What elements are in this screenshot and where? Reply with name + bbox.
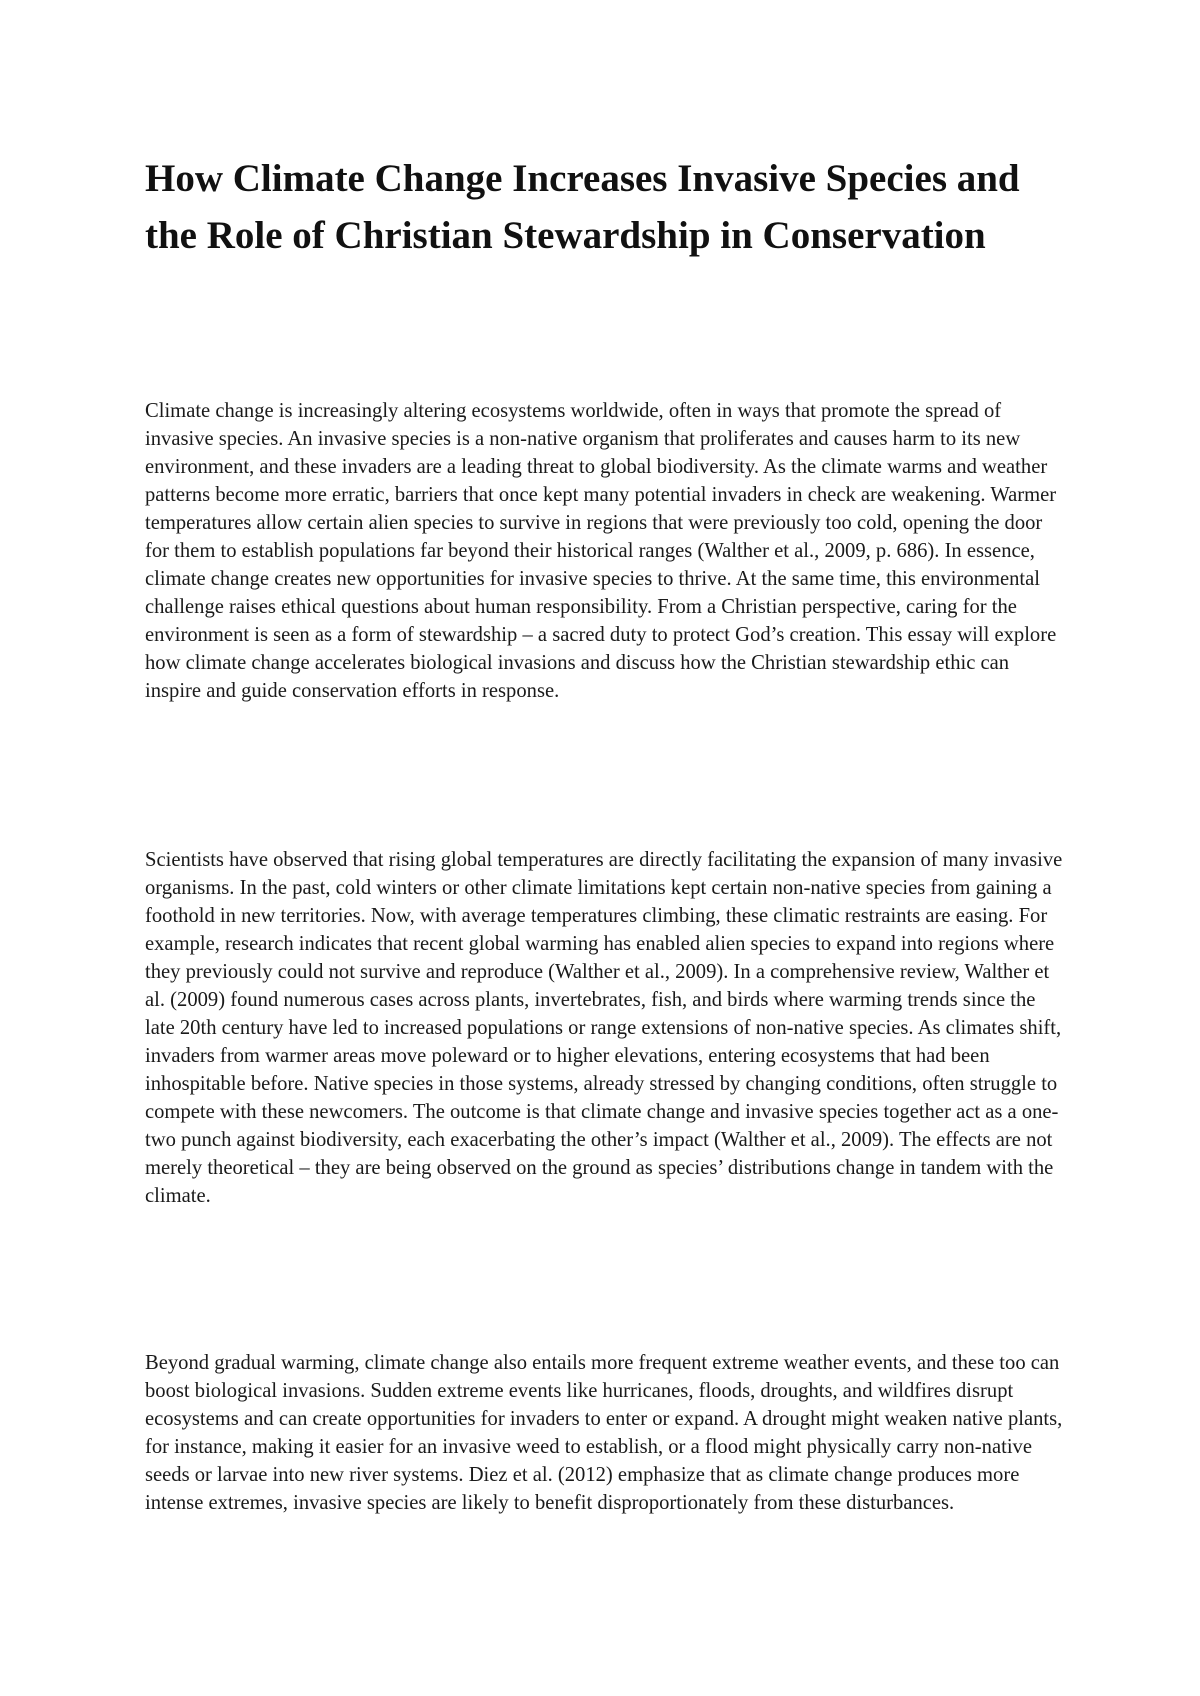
paragraph-rising-temperatures: Scientists have observed that rising global temperatures are directly facilitating the expansion of many invasive organisms. In the past, cold winters or other climate limitations kept certain non-native species from gaining a foothold in new territories. Now, with average temperatures climbing, these climatic restraints are easing. For example, research indicates that recent global warming has enabled alien species to expand into regions where they previously could not survive and reproduce (Walther et al., 2009). In a comprehensive review, Walther et al. (2009) found numerous cases across plants, invertebrates, fish, and birds where warming trends since the late 20th century have led to increased populations or range extensions of non-native species. As climates shift, invaders from warmer areas move poleward or to higher elevations, entering ecosystems that had been inhospitable before. Native species in those systems, already stressed by changing conditions, often struggle to compete with these newcomers. The outcome is that climate change and invasive species together act as a one-two punch against biodiversity, each exacerbating the other’s impact (Walther et al., 2009). The effects are not merely theoretical – they are being observed on the ground as species’ distributions change in tandem with the climate. (145, 849, 1063, 1207)
document-title: How Climate Change Increases Invasive Species and the Role of Christian Stewardship in Conservation (145, 157, 1020, 257)
paragraph-extreme-weather: Beyond gradual warming, climate change also entails more frequent extreme weather events, and these too can boost biological invasions. Sudden extreme events like hurricanes, floods, droughts, and wildfires disrupt ecosystems and can create opportunities for invaders to enter or expand. A drought might weaken native plants, for instance, making it easier for an invasive weed to establish, or a flood might physically carry non-native seeds or larvae into new river systems. Diez et al. (2012) emphasize that as climate change produces more intense extremes, invasive species are likely to benefit disproportionately from these disturbances. (145, 1352, 1063, 1514)
paragraph-introduction: Climate change is increasingly altering ecosystems worldwide, often in ways that promote the spread of invasive species. An invasive species is a non-native organism that proliferates and causes harm to its new environment, and these invaders are a leading threat to global biodiversity. As the climate warms and weather patterns become more erratic, barriers that once kept many potential invaders in check are weakening. Warmer temperatures allow certain alien species to survive in regions that were previously too cold, opening the door for them to establish populations far beyond their historical ranges (Walther et al., 2009, p. 686). In essence, climate change creates new opportunities for invasive species to thrive. At the same time, this environmental challenge raises ethical questions about human responsibility. From a Christian perspective, caring for the environment is seen as a form of stewardship – a sacred duty to protect God’s creation. This essay will explore how climate change accelerates biological invasions and discuss how the Christian stewardship ethic can inspire and guide conservation efforts in response. (145, 400, 1057, 702)
